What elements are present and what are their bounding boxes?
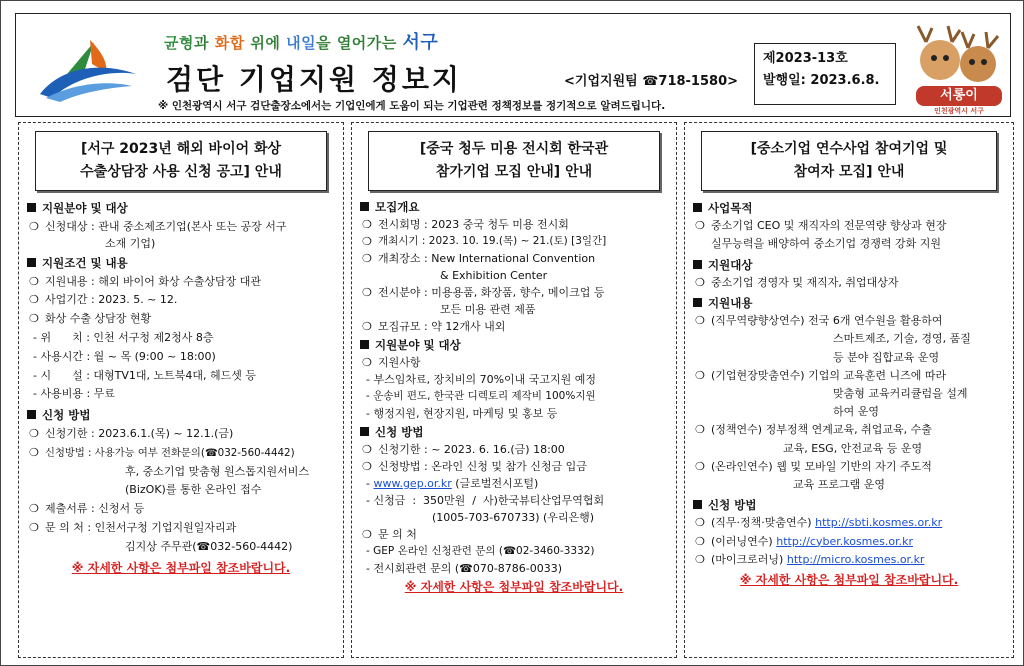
sub-item: - 부스임차료, 장치비의 70%이내 국고지원 예정 [366,373,597,386]
circle-bullet-icon: ❍ [695,534,705,548]
list-item [27,273,335,292]
list-item-text: 모집규모 : 약 12개사 내외 [378,320,506,333]
square-bullet-icon [360,427,369,436]
list-item [693,514,1005,532]
text: 문 의 처 : 인천서구청 기업지원일자리과 [45,520,237,534]
slogan-part: 균형 [164,34,194,52]
sub-item: - GEP 온라인 신청관련 문의 (☎02-3460-3332) [366,545,595,557]
list-item [27,218,335,252]
text: 실무능력을 배양하여 중소기업 경쟁력 강화 지원 [711,237,942,251]
section-heading [693,294,1005,312]
text: 교육 프로그램 운영 [793,478,886,492]
square-bullet-icon [360,340,369,349]
text: (온라인연수) 웹 및 모바일 기반의 자기 주도적 [711,459,932,473]
circle-bullet-icon: ❍ [29,426,39,440]
list-item [360,284,668,318]
circle-bullet-icon: ❍ [695,314,705,328]
circle-bullet-icon: ❍ [29,520,39,534]
circle-bullet-icon: ❍ [362,460,372,473]
text: (BizOK)를 통한 온라인 접수 [125,483,262,497]
list-item [360,354,668,371]
list-item [360,526,668,543]
list-item [27,519,335,557]
list-item [693,217,1005,253]
cyber-link[interactable]: http://cyber.kosmes.or.kr [776,534,914,548]
square-bullet-icon [27,258,36,267]
text: (글로벌전시포털) [451,477,539,490]
column-title-line: [중소기업 연수사업 참여기업 및 [750,141,948,157]
text: 중소기업 CEO 및 재직자의 전문역량 향상과 현장 [711,219,947,233]
issue-box [754,43,896,105]
column-title-line: [중국 청두 미용 전시회 한국관 [419,141,609,157]
list-item-text [378,250,668,284]
column-body [685,191,1013,589]
square-bullet-icon [693,260,702,269]
list-item [360,216,668,233]
text: & Exhibition Center [440,269,548,282]
list-item-text [711,551,1005,569]
circle-bullet-icon: ❍ [362,218,372,231]
attachment-notice: ※ 자세한 사항은 첨부파일 참조바랍니다. [404,580,624,594]
square-bullet-icon [693,500,702,509]
sub-item: - 위 치 : 인천 서구청 제2청사 8층 [33,330,214,344]
circle-bullet-icon: ❍ [362,443,372,456]
mascot-name: 서롱이 [916,86,1002,106]
list-item-text: 개최시기 : 2023. 10. 19.(목) ~ 21.(토) [3일간] [378,235,607,247]
text: 신청대상 : 관내 중소제조기업(본사 또는 공장 서구 [45,219,287,233]
square-bullet-icon [27,410,36,419]
circle-bullet-icon: ❍ [695,219,705,233]
slogan-part: 화합 [214,34,245,52]
column-title-line: [서구 2023년 해외 바이어 화상 [80,141,282,157]
square-bullet-icon [27,203,36,212]
circle-bullet-icon: ❍ [695,516,705,530]
list-item [27,291,335,310]
text: 스마트제조, 기술, 경영, 품질 [833,332,971,346]
text: (마이크로러닝) [711,552,787,566]
list-item-text [711,217,1005,253]
section-heading-text: 지원조건 및 내용 [42,255,128,270]
list-item [693,421,1005,457]
column-title-line: 참가기업 모집 안내] 안내 [435,164,593,180]
section-heading [360,424,668,441]
sub-item: - www.gep.or.kr (글로벌전시포털) [366,477,539,490]
sub-item: - 운송비 편도, 한국관 디렉토리 제작비 100%지원 [366,390,596,402]
text: (직무역량향상연수) 전국 6개 연수원을 활용하여 [711,314,943,328]
list-item-text: 신청방법 : 온라인 신청 및 참가 신청금 입금 [378,460,587,473]
text: (직무·정책·맞춤연수) [711,516,816,530]
slogan-part: 내일 [286,34,317,52]
issue-number: 제2023-13호 [763,51,848,66]
text: 소재 기업) [105,236,156,250]
list-item [693,274,1005,292]
circle-bullet-icon: ❍ [695,368,705,382]
section-heading-text: 지원분야 및 대상 [42,201,128,215]
column-chengdu-beauty-expo [351,122,677,658]
list-item-text [45,444,335,500]
section-heading-text: 모집개요 [375,200,420,214]
section-heading [360,337,668,354]
section-heading-text: 사업목적 [708,201,753,215]
list-item-text [378,284,668,318]
attachment-notice: ※ 자세한 사항은 첨부파일 참조바랍니다. [739,573,959,588]
list-item-text [711,514,1005,532]
list-item [360,441,668,458]
circle-bullet-icon: ❍ [29,274,39,288]
header-slogan [164,28,438,54]
column-body [352,191,676,596]
column-title-line: 참여자 모집] 안내 [793,164,905,180]
section-heading-text: 신청 방법 [708,498,757,513]
section-heading [693,256,1005,274]
text: (이러닝연수) [711,534,777,548]
section-heading-text: 신청 방법 [42,408,91,423]
section-heading-text: 지원대상 [708,257,753,272]
circle-bullet-icon: ❍ [29,293,39,307]
circle-bullet-icon: ❍ [362,252,372,265]
list-item-text: 중소기업 경영자 및 재직자, 취업대상자 [711,275,899,289]
text: (1005-703-670733) (우리은행) [432,511,595,524]
attachment-notice: ※ 자세한 사항은 첨부파일 참조바랍니다. [71,560,291,575]
circle-bullet-icon: ❍ [695,275,705,289]
circle-bullet-icon: ❍ [362,356,372,369]
text: 김지상 주무관(☎032-560-4442) [125,539,293,553]
section-heading [27,199,335,218]
list-item-text: 사업기간 : 2023. 5. ~ 12. [45,293,178,307]
mascot-subtitle: 인천광역시 서구 [934,107,984,115]
list-item [27,444,335,500]
list-item-text [711,421,1005,457]
list-item [693,367,1005,422]
list-item-text: 신청기한 : ~ 2023. 6. 16.(금) 18:00 [378,443,565,456]
page-title: 검단 기업지원 정보지 [166,63,462,96]
column-title-line: 수출상담장 사용 신청 공고] 안내 [80,164,282,180]
square-bullet-icon [360,202,369,211]
list-item-text: 화상 수출 상담장 현황 [45,312,152,326]
section-heading [693,496,1005,514]
section-heading [27,254,335,273]
text: 모든 미용 관련 제품 [440,303,536,316]
text: 전시분야 : 미용용품, 화장품, 향수, 메이크업 등 [378,286,605,299]
text: (정책연수) 정부정책 연계교육, 취업교육, 수출 [711,423,932,437]
header [15,13,1011,117]
list-item-text: 신청기한 : 2023.6.1.(목) ~ 12.1.(금) [45,426,234,440]
text: 신청방법 : 사용가능 여부 전화문의(☎032-560-4442) [45,446,295,459]
list-item-text [45,218,335,252]
list-item [27,310,335,329]
circle-bullet-icon: ❍ [362,528,372,541]
list-item-text: 문 의 처 [378,528,417,541]
circle-bullet-icon: ❍ [695,459,705,473]
text: 개최장소 : New International Convention [378,252,596,265]
list-item [27,425,335,444]
text: 등 분야 집합교육 운영 [833,350,940,364]
sub-item [360,492,668,526]
circle-bullet-icon: ❍ [29,502,39,516]
column-title [35,131,327,191]
circle-bullet-icon: ❍ [29,312,39,326]
sub-item: - 사용비용 : 무료 [33,387,115,401]
list-item-text [711,367,1005,422]
text: 맞춤형 교육커리큘럼을 설계 [833,387,968,401]
list-item-text: 제출서류 : 신청서 등 [45,502,145,516]
sub-item: - 전시회관련 문의 (☎070-8786-0033) [366,562,563,575]
circle-bullet-icon: ❍ [695,423,705,437]
list-item-text: 전시회명 : 2023 중국 청두 미용 전시회 [378,218,569,231]
column-title [701,131,996,191]
sub-item: - 사용시간 : 월 ~ 목 (9:00 ~ 18:00) [33,349,216,363]
circle-bullet-icon: ❍ [362,235,372,248]
text: 하여 운영 [833,405,880,419]
list-item-text [711,458,1005,494]
slogan-part: 을 열어가는 [316,34,403,52]
section-heading [693,199,1005,217]
text: 교육, ESG, 안전교육 등 운영 [783,441,923,455]
sbti-link[interactable]: http://sbti.kosmes.or.kr [815,516,943,530]
list-item-text: 지원사항 [378,356,421,369]
circle-bullet-icon: ❍ [362,320,372,333]
column-export-consulting [18,122,344,658]
circle-bullet-icon: ❍ [29,445,39,459]
list-item [360,233,668,250]
gep-link[interactable]: www.gep.or.kr [373,477,452,490]
sub-item: - 행정지원, 현장지원, 마케팅 및 홍보 등 [366,407,558,420]
square-bullet-icon [693,203,702,212]
circle-bullet-icon: ❍ [695,552,705,566]
circle-bullet-icon: ❍ [29,219,39,233]
sub-item: - 시 설 : 대형TV1대, 노트북4대, 헤드셋 등 [33,368,257,382]
column-title [368,131,660,191]
list-item-text: 지원내용 : 해외 바이어 화상 수출상담장 대관 [45,274,261,288]
seo-gu-logo [32,36,142,104]
square-bullet-icon [693,298,702,307]
issue-date: 발행일: 2023.6.8. [763,73,880,88]
slogan-part: 위에 [244,34,287,52]
micro-link[interactable]: http://micro.kosmes.or.kr [786,552,925,566]
slogan-part: 과 [193,34,215,52]
text: - 신청금 : 350만원 / 사)한국뷰티산업무역협회 [366,494,605,507]
list-item [693,551,1005,569]
section-heading-text: 신청 방법 [375,425,424,439]
text: 후, 중소기업 맞춤형 원스톱지원서비스 [125,464,310,478]
text: (기업현장맞춤연수) 기업의 교육훈련 니즈에 따라 [711,368,947,382]
section-heading-text: 지원분야 및 대상 [375,338,461,352]
circle-bullet-icon: ❍ [362,286,372,299]
list-item [360,318,668,335]
list-item [360,250,668,284]
list-item [360,458,668,475]
column-body [19,191,343,577]
team-contact: <기업지원팀 ☎718-1580> [564,74,739,89]
section-heading [27,406,335,425]
list-item [693,533,1005,551]
slogan-part: 서구 [402,32,439,53]
list-item-text [711,533,1005,551]
list-item [693,458,1005,494]
column-sme-training [684,122,1014,658]
list-item [693,312,1005,367]
header-note: ※ 인천광역시 서구 검단출장소에서는 기업인에게 도움이 되는 기업관련 정책정보를 정기적으로 알려드립니다. [158,100,666,112]
section-heading-text: 지원내용 [708,296,753,311]
list-item-text [711,312,1005,367]
list-item [27,500,335,519]
list-item-text [45,519,335,557]
section-heading [360,199,668,216]
